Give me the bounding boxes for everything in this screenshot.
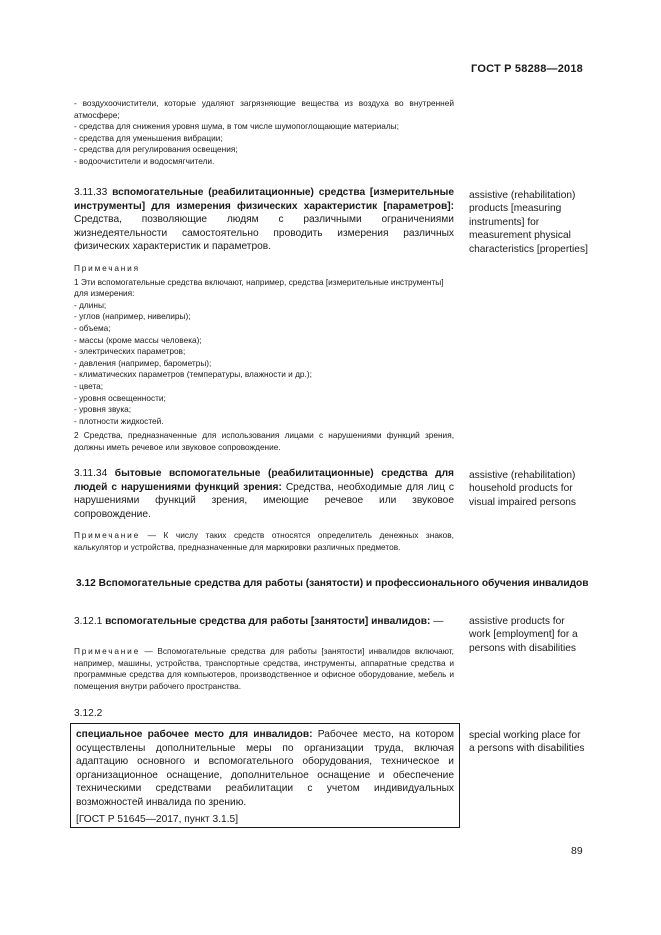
list-item: - средства для снижения уровня шума, в том числе шумопоглощающие материалы; (74, 121, 399, 132)
english-term-3-12-2: special working place for a persons with disabilities (469, 730, 585, 755)
section-title-3-12: 3.12 Вспомогательные средства для работы (занятости) и профессионального обучения инвалидов (76, 578, 589, 589)
list-item: - средства для регулирования освещения; (74, 144, 238, 155)
list-item: - плотности жидкостей. (74, 415, 164, 426)
note-text: — К числу таких средств относятся определитель денежных знаков, калькулятор и устройства, предназначенные для маркировки различных предметов. (74, 530, 454, 552)
term-number: 3.11.34 (74, 468, 108, 479)
list-item: - объема; (74, 322, 111, 333)
term-definition: Средства, необходимые для лиц с нарушениями функций зрения, имеющие речевое или звуковое сопровождение. (74, 481, 454, 520)
term-3-12-2 (76, 728, 454, 826)
note-3-11-34 (74, 530, 454, 553)
note-label: Примечание (74, 646, 141, 656)
list-item: - электрических параметров; (74, 346, 186, 357)
standard-number: ГОСТ Р 58288—2018 (471, 63, 583, 75)
term-dash: — (433, 616, 444, 627)
source-reference: [ГОСТ Р 51645—2017, пункт 3.1.5] (76, 813, 239, 825)
list-item: - уровня освещенности; (74, 392, 166, 403)
notes-3-11-33 (74, 263, 454, 454)
term-number-3-12-2: 3.12.2 (74, 708, 103, 719)
term-number: 3.11.33 (74, 187, 108, 198)
list-item: - длины; (74, 299, 107, 310)
term-3-11-33 (74, 186, 454, 254)
note-2: 2 Средства, предназначенные для использования лицами с нарушениями функций зрения, должны иметь речевое или звуковое сопровождение. (74, 430, 454, 452)
english-term-3-11-34: assistive (rehabilitation) household products for visual impaired persons (469, 470, 577, 508)
term-name: специальное рабочее место для инвалидов: (76, 729, 313, 740)
term-name: бытовые вспомогательные (реабилитационные) средства для людей с нарушениями функций зрения: (74, 468, 454, 493)
notes-heading: Примечания (74, 263, 140, 273)
note-1: 1 Эти вспомогательные средства включают, например, средства [измерительные инструменты] для измерения: (74, 276, 444, 299)
list-item: - климатических параметров (температуры, влажности и др.); (74, 369, 312, 380)
list-item: - цвета; (74, 380, 104, 391)
term-name: вспомогательные средства для работы [занятости] инвалидов: (105, 616, 431, 627)
list-item: - водоочистители и водосмягчители. (74, 155, 215, 166)
note-label: Примечание (74, 530, 141, 540)
term-3-12-1 (74, 615, 454, 629)
term-3-11-34 (74, 467, 454, 521)
note-3-12-1 (74, 646, 454, 692)
list-item: - воздухоочистители, которые удаляют загрязняющие вещества из воздуха во внутренней атмосфере; (74, 98, 454, 120)
term-definition: Рабочее место, на котором осуществлены дополнительные меры по организации труда, включая адаптацию основного и вспомогательного оборудования, техническое и организационное оснащение, дополнительное оснащение и обеспечение техническими средствами реабилитации с учетом индивидуальных возможностей инвалида по зрению. (76, 729, 454, 808)
list-item: - средства для уменьшения вибрации; (74, 132, 223, 143)
term-number: 3.12.1 (74, 616, 103, 627)
top-list (74, 98, 454, 168)
english-term-3-12-1: assistive products for work [employment] for a persons with disabilities (469, 616, 578, 654)
list-item: - уровня звука; (74, 404, 132, 415)
english-term-3-11-33: assistive (rehabilitation) products [measuring instruments] for measurement physical characteristics [properties] (469, 190, 588, 255)
page-number: 89 (571, 845, 583, 857)
note-text: — Вспомогательные средства для работы [занятости] инвалидов включают, например, машины, устройства, транспортные средства, инструменты, аппаратные средства и программные средства для компьютеров, производственное и офисное оборудование, мебель и помещения внутри рабочего пространства. (74, 646, 454, 691)
list-item: - давления (например, барометры); (74, 357, 212, 368)
term-definition: Средства, позволяющие людям с различными ограничениями жизнедеятельности самостоятельно проводить измерения различных физических характеристик и параметров. (74, 214, 454, 253)
list-item: - углов (например, нивелиры); (74, 311, 191, 322)
list-item: - массы (кроме массы человека); (74, 334, 202, 345)
term-name: вспомогательные (реабилитационные) средства [измерительные инструменты] для измерения физических характеристик [параметров]: (74, 187, 454, 212)
